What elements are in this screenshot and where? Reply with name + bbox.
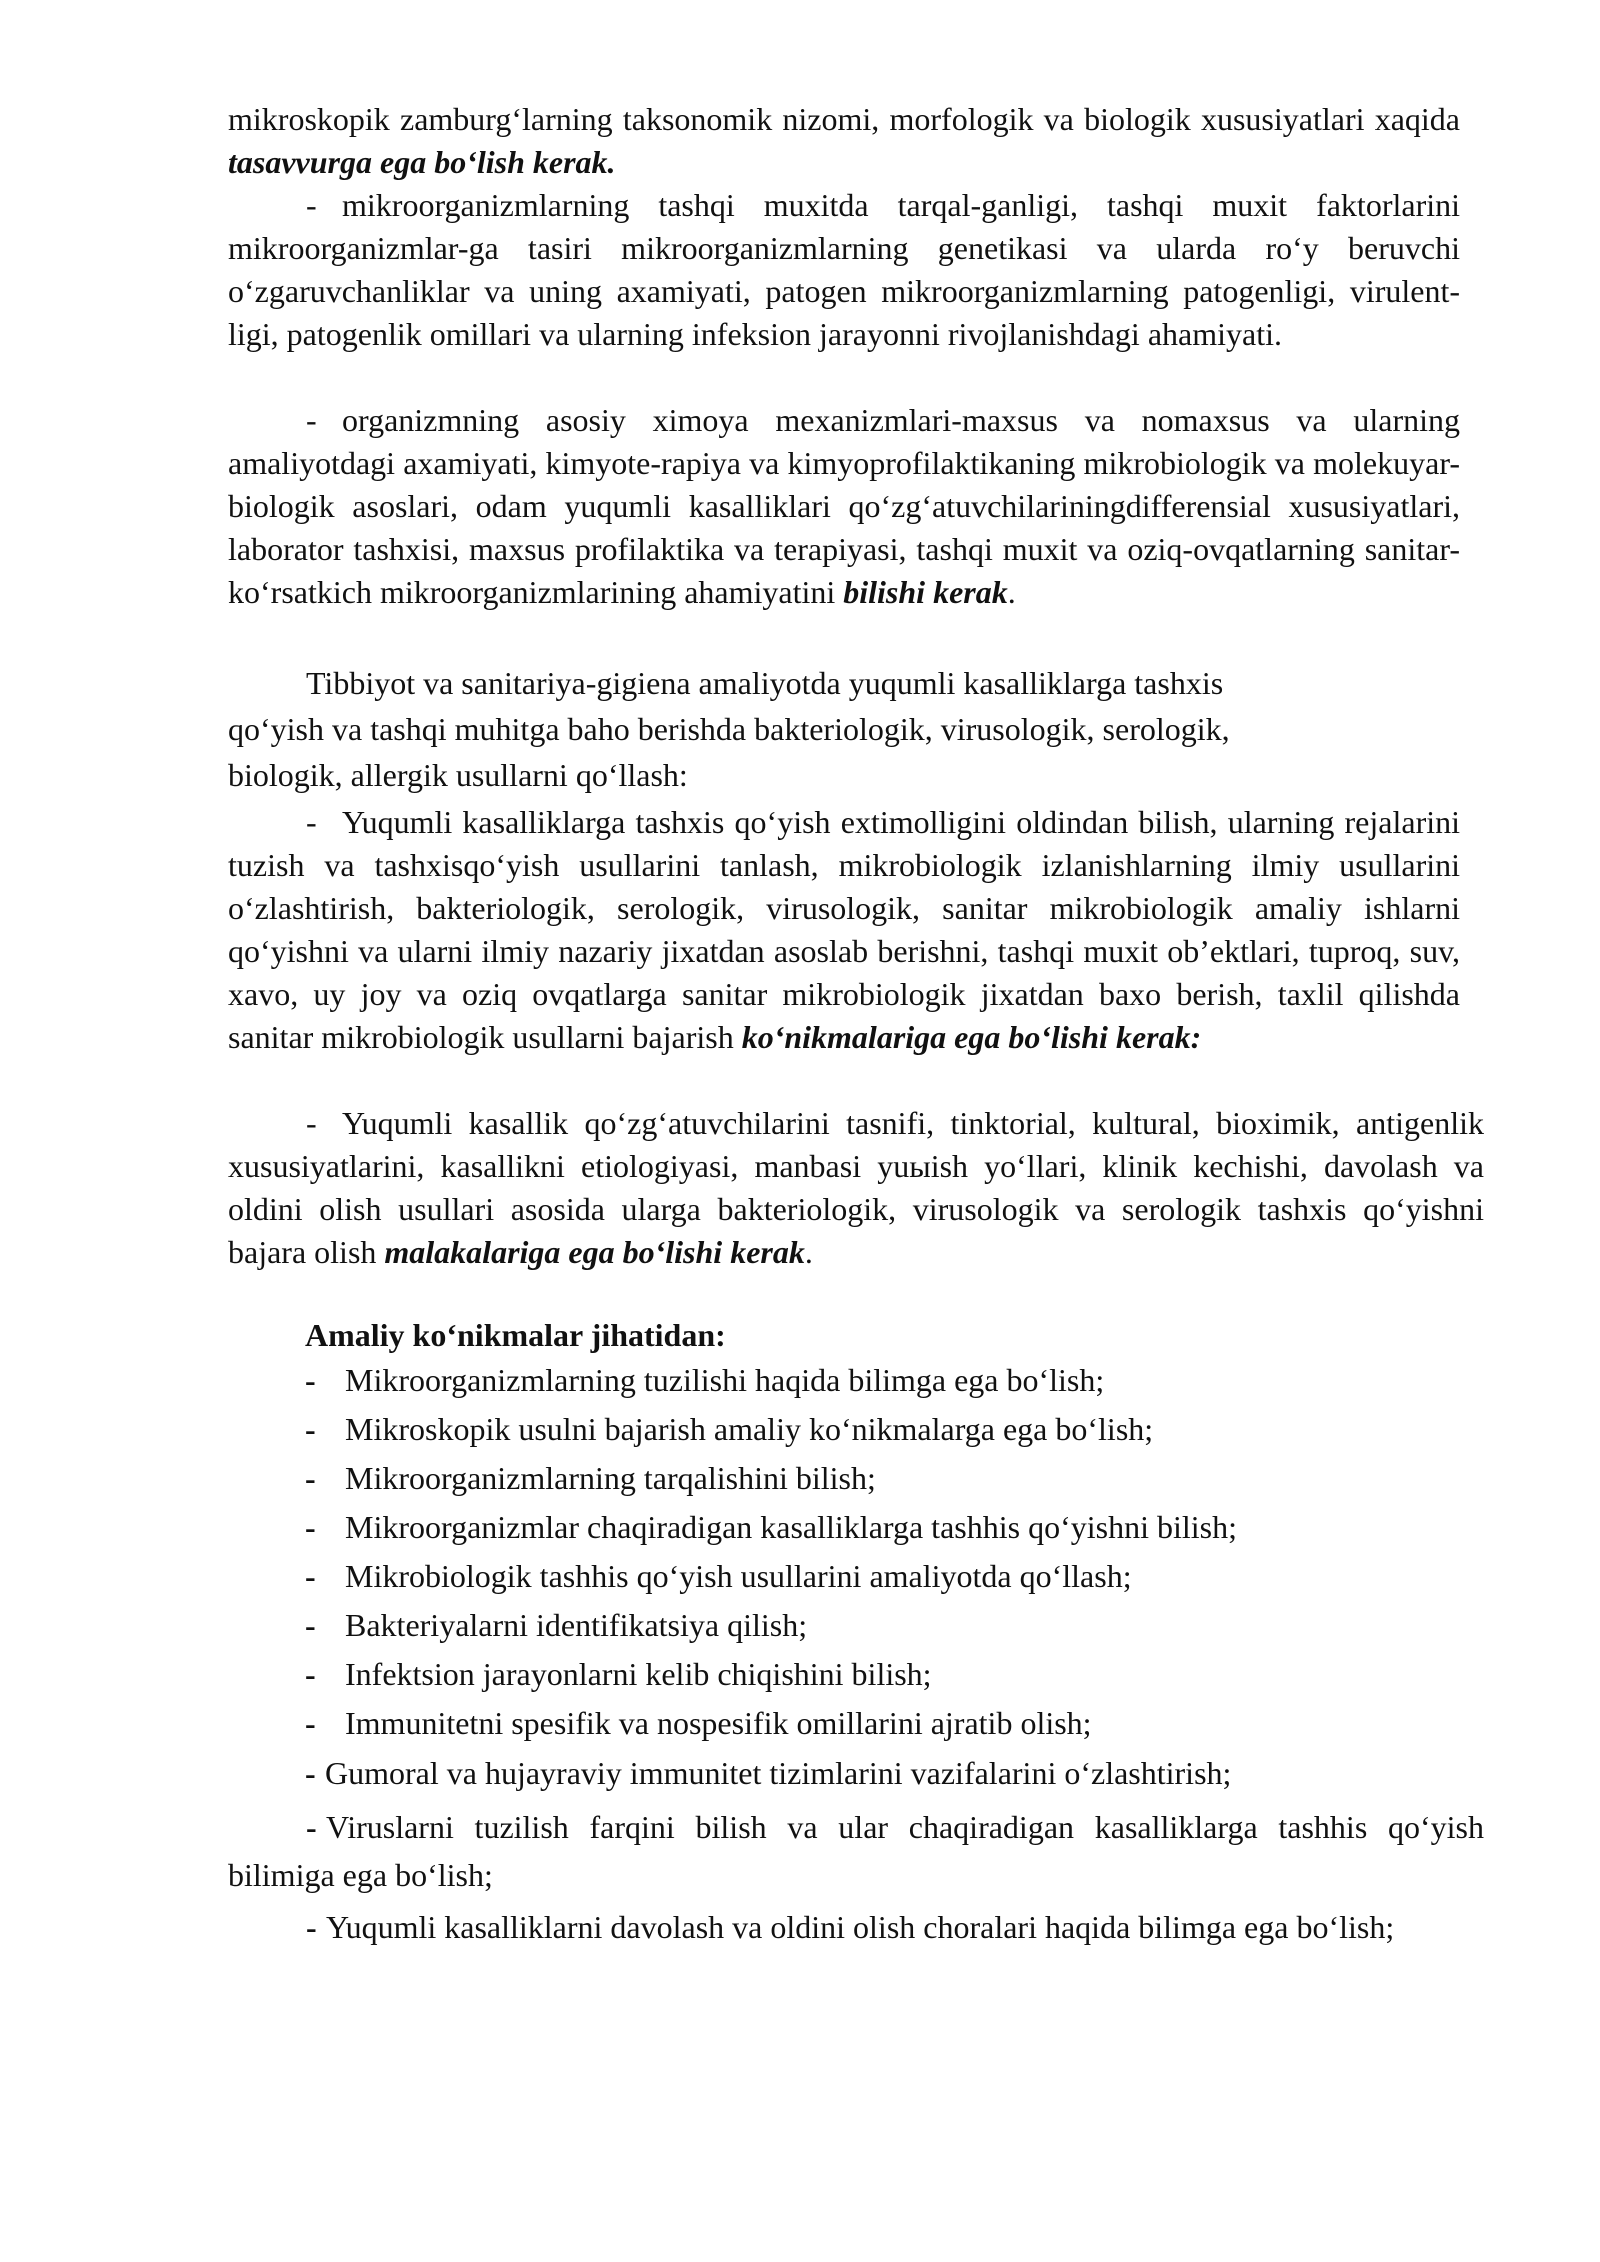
- paragraph-line: Tibbiyot va sanitariya-gigiena amaliyotda yuqumli kasalliklarga tashxis: [306, 665, 1224, 701]
- emphasis-text: malakalariga ega bo‘lishi kerak: [384, 1234, 805, 1270]
- list-item-wrapped: - Viruslarni tuzilish farqini bilish va ular chaqiradigan kasalliklarga tashhis qo‘yish bilimiga ega bo‘lish;: [228, 1809, 1484, 1893]
- bullet-dash: -: [306, 402, 317, 438]
- bullet-dash: -: [306, 804, 317, 840]
- emphasis-text: bilishi kerak: [843, 574, 1008, 610]
- paragraph-line: biologik, allergik usullarni qo‘llash:: [228, 757, 688, 793]
- list-item: - Mikroorganizmlarning tuzilishi haqida bilimga ega bo‘lish;: [305, 1362, 1105, 1398]
- list-item: - Mikroorganizmlarning tarqalishini bilish;: [305, 1460, 876, 1496]
- paragraph-text: mikroskopik zamburg‘larning taksonomik nizomi, morfologik va biologik xususiyatlari xaqida: [228, 101, 1460, 137]
- list-item: - Mikroorganizmlar chaqiradigan kasalliklarga tashhis qo‘yishni bilish;: [305, 1509, 1237, 1545]
- list-item-wrapped: - Yuqumli kasalliklarni davolash va oldini olish choralari haqida bilimga ega bo‘lish;: [306, 1909, 1395, 1945]
- emphasis-text: tasavvurga ega bo‘lish kerak.: [228, 144, 616, 180]
- list-item: - Mikroskopik usulni bajarish amaliy ko‘nikmalarga ega bo‘lish;: [305, 1411, 1154, 1447]
- paragraph-tail: .: [1007, 574, 1016, 610]
- list-item: - Infektsion jarayonlarni kelib chiqishini bilish;: [305, 1656, 932, 1692]
- list-item: - Mikrobiologik tashhis qo‘yish usullarini amaliyotda qo‘llash;: [305, 1558, 1132, 1594]
- paragraph-text: Yuqumli kasalliklarga tashxis qo‘yish extimolligini oldindan bilish, ularning rejalarini tuzish va tashxisqo‘yish usullarini tanlash, mikrobiologik izlanishlarning ilmiy usullarini o‘zlashtirish, bakteriologik, serologik, virusologik, sanitar mikrobiologik amaliy ishlarni qo‘yishni va ularni ilmiy nazariy jixatdan asoslab berishni, tashqi muxit ob’ektlari, tuproq, suv, xavo, uy joy va oziq ovqatlarga sanitar mikrobiologik jixatdan baxo berish, taxlil qilishda sanitar mikrobiologik usullarni bajarish: [228, 804, 1460, 1055]
- bullet-dash: -: [306, 187, 317, 223]
- paragraph-microorganisms: [228, 184, 1460, 356]
- paragraph-intro: [228, 98, 1460, 184]
- paragraph-skills: [228, 801, 1460, 1059]
- paragraph-tail: .: [804, 1234, 813, 1270]
- bullet-dash: -: [306, 1105, 317, 1141]
- section-heading: Amaliy ko‘nikmalar jihatidan:: [305, 1317, 726, 1353]
- paragraph-practice: [228, 660, 1460, 798]
- list-item: - Immunitetni spesifik va nospesifik omillarini ajratib olish;: [305, 1705, 1092, 1741]
- list-item: - Gumoral va hujayraviy immunitet tizimlarini vazifalarini o‘zlashtirish;: [305, 1755, 1232, 1791]
- paragraph-line: qo‘yish va tashqi muhitga baho berishda bakteriologik, virusologik, serologik,: [228, 711, 1230, 747]
- paragraph-immunity: [228, 399, 1460, 614]
- paragraph-qualifications: [228, 1102, 1484, 1274]
- paragraph-text: Yuqumli kasallik qo‘zg‘atuvchilarini tasnifi, tinktorial, kultural, bioximik, antigenlik xususiyatlarini, kasallikni etiologiyasi, manbasi yuыish yo‘llari, klinik kechishi, davolash va oldini olish usullari asosida ularga bakteriologik, virusologik va serologik tashxis qo‘yishni bajara olish: [228, 1105, 1484, 1270]
- list-item: - Bakteriyalarni identifikatsiya qilish;: [305, 1607, 808, 1643]
- paragraph-text: organizmning asosiy ximoya mexanizmlari-maxsus va nomaxsus va ularning amaliyotdagi axamiyati, kimyote-rapiya va kimyoprofilaktikaning mikrobiologik va molekuyar-biologik asoslari, odam yuqumli kasalliklari qo‘zg‘atuvchilariningdifferensial xususiyatlari, laborator tashxisi, maxsus profilaktika va terapiyasi, tashqi muxit va oziq-ovqatlarning sanitar-ko‘rsatkich mikroorganizmlarining ahamiyatini: [228, 402, 1460, 610]
- paragraph-text: mikroorganizmlarning tashqi muxitda tarqal-ganligi, tashqi muxit faktorlarini mikroorganizmlar-ga tasiri mikroorganizmlarning genetikasi va ularda ro‘y beruvchi o‘zgaruvchanliklar va uning axamiyati, patogen mikroorganizmlarning patogenligi, virulent-ligi, patogenlik omillari va ularning infeksion jarayonni rivojlanishdagi ahamiyati.: [228, 187, 1460, 352]
- emphasis-text: ko‘nikmalariga ega bo‘lishi kerak:: [741, 1019, 1202, 1055]
